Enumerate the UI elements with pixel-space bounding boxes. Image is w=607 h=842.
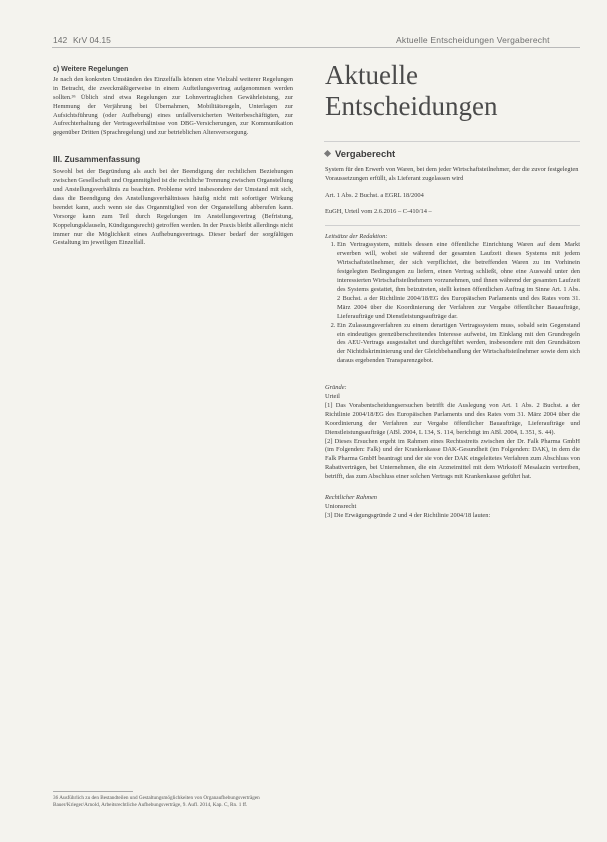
section-title-line-2: Entscheidungen xyxy=(325,91,498,121)
paragraph-2: [2] Dieses Ersuchen ergeht im Rahmen eines Rechtsstreits zwischen der Dr. Falk Pharma GmbH (im Folgenden: Falk) und der Krankenkasse DAK-Gesundheit (im Folgenden: DAK), in dem die Falk Pharma GmbH beantragt und der sie von der DAK eingeleitetes Verfahren zum Abschluss von Rabattverträgen, bei Unternehmen, die ein Arzneimittel mit dem Wirkstoff Mesalazin vertreiben, betrifft, das zum Abschluss einer solchen Vertrags mit Krankenkasse geführt hat. xyxy=(325,437,580,481)
left-column xyxy=(53,66,293,248)
category-heading xyxy=(325,151,580,161)
urteil-label: Urteil xyxy=(325,393,340,401)
footnote-rule xyxy=(53,791,133,792)
gruende-heading: Gründe: xyxy=(325,384,347,392)
running-title: Aktuelle Entscheidungen Vergaberecht xyxy=(396,35,550,45)
paragraph-3: [3] Die Erwägungsgründe 2 und 4 der Richtlinie 2004/18 lauten: xyxy=(325,511,491,519)
subsection-heading-c: c) Weitere Regelungen xyxy=(53,66,129,73)
summary-text: Sowohl bei der Begründung als auch bei der Beendigung der rechtlichen Beziehungen zwischen Gesellschaft und Organmitglied ist die rechtliche Trennung zwischen Organstellung und Anstellungsverhältnis zu beachten. Probleme wird insbesondere der Umstand mit sich, dass die Beendigung des Anstellungsverhältnisses häufig nicht mit sofortiger Wirkung beendet kann, auch wenn sie das Organmitglied von der Organstellung abberufen kann. Vorsorge kann zum Teil durch Regelungen im Anstellungsvertrag (Befristung, Koppelungsklauseln, Kündigungsrecht) getroffen werden. In der Praxis bleibt allerdings nicht immer nur die Möglichkeit eines Aufhebungsvertrags. Dieser bedarf der sorgfältigen Gestaltung im jeweiligen Einzelfall. xyxy=(53,168,294,247)
right-column xyxy=(325,151,580,521)
page-number: 142 xyxy=(53,35,68,45)
legal-framework-heading: Rechtlicher Rahmen xyxy=(325,494,377,502)
diamond-icon xyxy=(324,150,331,157)
subsection-c-text: Je nach den konkreten Umständen des Einzelfalls können eine Vielzahl weiterer Regelungen in Betracht, die zweckmäßigerweise in einem Aufteilungsvertrag aufgenommen werden sollten.³⁶ Üblich sind etwa Regelungen zur Lohnvertraglichen Gewährleistung, zur Hemmung der Verjährung bei Übernahmen, Mobilitätsregeln, Unterlagen zur Aufsichtsführung (oder Aufhebung) eines unfallversicherten Weiterbeschäftigten, zur Aufrechterhaltung der Vertragsverhältnisse von DBG-Versicherungen, zur Kommunikation gegenüber Dritten (Sprachregelung) und zur betrieblichen Altersversorgung. xyxy=(53,75,293,137)
leitsatz-item: 2. Ein Zulassungsverfahren zu einem derartigen Vertragssystem muss, sobald sein Gegenstand ein eindeutiges grenzüberschreitendes Interesse aufweist, im Einklang mit den Grundregeln des AEU-Vertrags ausgestaltet und durchgeführt werden, insbesondere mit den Grundsätzen der Nichtdiskriminierung und der Gleichbehandlung der Wirtschaftsteilnehmer sowie dem sich daraus ergebenden Transparenzgebot. xyxy=(337,322,580,367)
section-heading-summary: III. Zusammenfassung xyxy=(53,154,141,165)
leitsatz-list xyxy=(325,241,580,366)
header-rule xyxy=(52,47,580,48)
category-label: Vergaberecht xyxy=(335,149,396,160)
leitsatz-heading: Leitsätze der Redaktion: xyxy=(325,232,388,240)
title-rule xyxy=(324,141,580,142)
decision-rule xyxy=(325,225,580,226)
decision-court: EuGH, Urteil vom 2.6.2016 – C-410/14 – xyxy=(325,207,432,215)
paragraph-1: [1] Das Vorabentscheidungsersuchen betrifft die Auslegung von Art. 1 Abs. 2 Buchst. a der Richtlinie 2004/18/EG des Europäischen Parlaments und des Rates vom 31. März 2004 über die Koordinierung der Verfahren zur Vergabe öffentlicher Bauaufträge, Lieferaufträge und Dienstleistungsaufträge (ABl. 2004, L 134, S. 114, berichtigt im ABl. 2004, L 351, S. 44). xyxy=(325,401,580,436)
section-title-line-1: Aktuelle xyxy=(325,60,418,90)
footnote-36: 36 Ausführlich zu den Bestandteilen und Gestaltungsmöglichkeiten von Organaufhebungsverträgen Bauer/Krieger/Arnold, Arbeitsrechtliche Aufhebungsverträge, 9. Aufl. 2014, Kap. C, Rn. 1 ff. xyxy=(53,795,260,808)
journal-issue: KrV 04.15 xyxy=(73,35,111,45)
decision-norm: Art. 1 Abs. 2 Buchst. a EGRL 18/2004 xyxy=(325,191,424,199)
leitsatz-item: 1. Ein Vertragssystem, mittels dessen eine öffentliche Einrichtung Waren auf dem Markt erwerben will, wobei sie während der gesamten Laufzeit dieses Systems mit jedem Wirtschaftsteilnehmer, der sich verpflichtet, die betreffenden Waren zu im Vorhinein festgelegten Bedingungen zu liefern, einen Vertrag schließt, ohne eine Auswahl unter den interessierten Wirtschaftsteilnehmern vorzunehmen, und ihnen während der gesamten Laufzeit des Systems gestattet, ihm beizutreten, stellt keinen öffentlichen Auftrag im Sinne Art. 1 Abs. 2 Buchst. a der Richtlinie 2004/18/EG des Europäischen Parlaments und des Rates vom 31. März 2004 über die Koordinierung der Verfahren zur Vergabe öffentlicher Bauaufträge, Lieferaufträge und Dienstleistungsaufträge dar. xyxy=(337,241,580,321)
union-law-heading: Unionsrecht xyxy=(325,503,357,510)
decision-summary: System für den Erwerb von Waren, bei dem jeder Wirtschaftsteilnehmer, der die zuvor festgelegten Voraussetzungen erfüllt, als Lieferant zugelassen wird xyxy=(325,165,579,182)
